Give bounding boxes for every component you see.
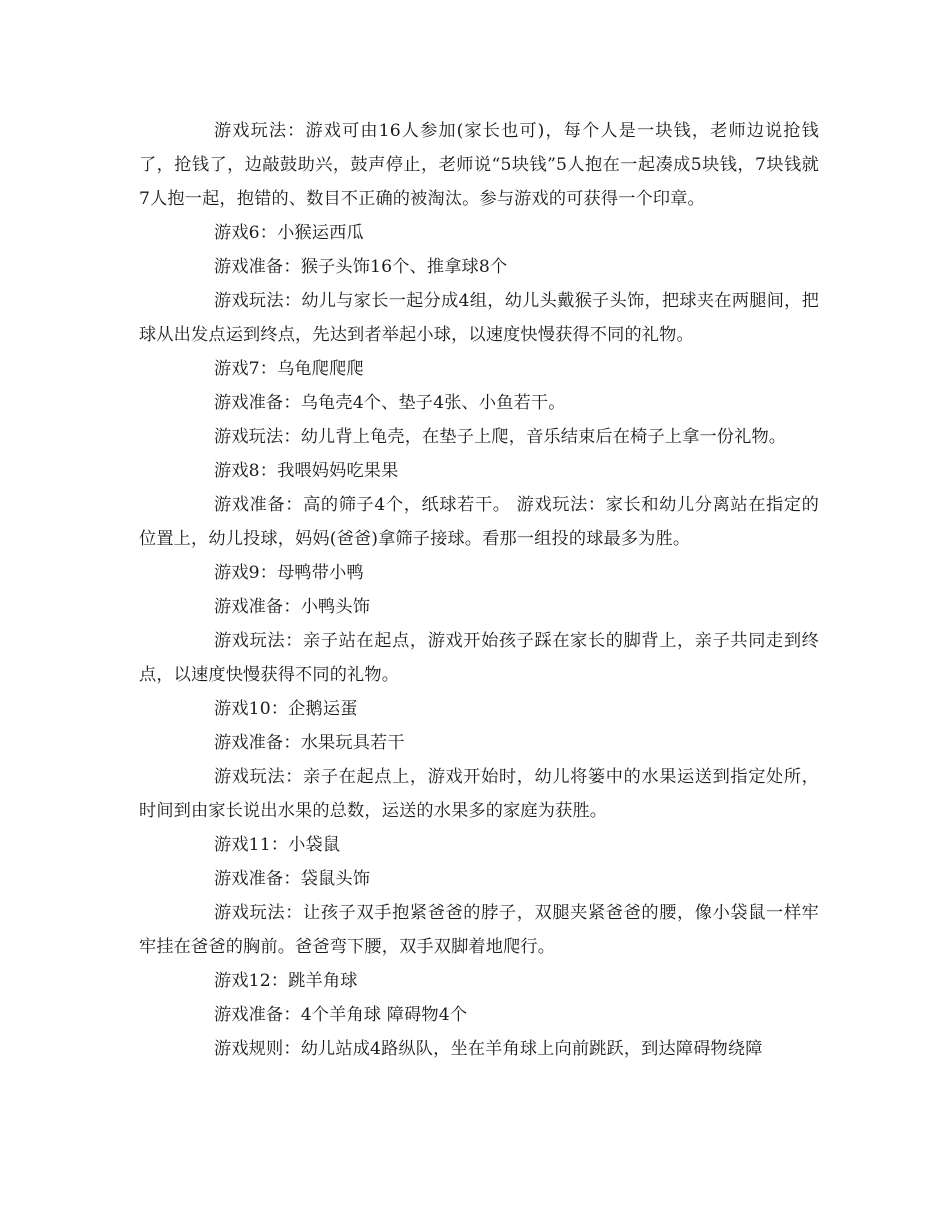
game12-preparation: 游戏准备：4个羊角球 障碍物4个	[214, 1005, 468, 1025]
game12-rules: 游戏规则：幼儿站成4路纵队，坐在羊角球上向前跳跃，到达障碍物绕障	[214, 1039, 763, 1059]
game7-rules: 游戏玩法：幼儿背上龟壳，在垫子上爬，音乐结束后在椅子上拿一份礼物。	[214, 427, 787, 447]
game10-preparation: 游戏准备：水果玩具若干	[214, 733, 405, 753]
game9-rules: 游戏玩法：亲子站在起点，游戏开始孩子踩在家长的脚背上，亲子共同走到终点，以速度快慢获得不同的礼物。	[139, 631, 819, 685]
game8-preparation-and-rules: 游戏准备：高的筛子4个，纸球若干。 游戏玩法：家长和幼儿分离站在指定的位置上，幼儿投球，妈妈(爸爸)拿筛子接球。看那一组投的球最多为胜。	[139, 495, 819, 549]
game10-title: 游戏10：企鹅运蛋	[214, 699, 358, 719]
game9-title: 游戏9：母鸭带小鸭	[214, 563, 364, 583]
game9-preparation: 游戏准备：小鸭头饰	[214, 597, 371, 617]
game8-title: 游戏8：我喂妈妈吃果果	[214, 461, 399, 481]
game6-title: 游戏6：小猴运西瓜	[214, 223, 364, 243]
game7-preparation: 游戏准备：乌龟壳4个、垫子4张、小鱼若干。	[214, 393, 566, 413]
game11-title: 游戏11：小袋鼠	[214, 835, 341, 855]
document-body	[139, 114, 819, 1066]
paragraph-game5-rules: 游戏玩法：游戏可由16人参加(家长也可)，每个人是一块钱，老师边说抢钱了，抢钱了，边敲鼓助兴，鼓声停止，老师说“5块钱”5人抱在一起凑成5块钱，7块钱就7人抱一起，抱错的、数目不正确的被淘汰。参与游戏的可获得一个印章。	[139, 121, 819, 209]
game10-rules: 游戏玩法：亲子在起点上，游戏开始时，幼儿将篓中的水果运送到指定处所，时间到由家长说出水果的总数，运送的水果多的家庭为获胜。	[139, 767, 819, 821]
game6-preparation: 游戏准备：猴子头饰16个、推拿球8个	[214, 257, 508, 277]
game11-preparation: 游戏准备：袋鼠头饰	[214, 869, 371, 889]
game7-title: 游戏7：乌龟爬爬爬	[214, 359, 364, 379]
game11-rules: 游戏玩法：让孩子双手抱紧爸爸的脖子，双腿夹紧爸爸的腰，像小袋鼠一样牢牢挂在爸爸的胸前。爸爸弯下腰，双手双脚着地爬行。	[139, 903, 819, 957]
game6-rules: 游戏玩法：幼儿与家长一起分成4组，幼儿头戴猴子头饰，把球夹在两腿间，把球从出发点运到终点，先达到者举起小球，以速度快慢获得不同的礼物。	[139, 291, 819, 345]
game12-title: 游戏12：跳羊角球	[214, 971, 358, 991]
